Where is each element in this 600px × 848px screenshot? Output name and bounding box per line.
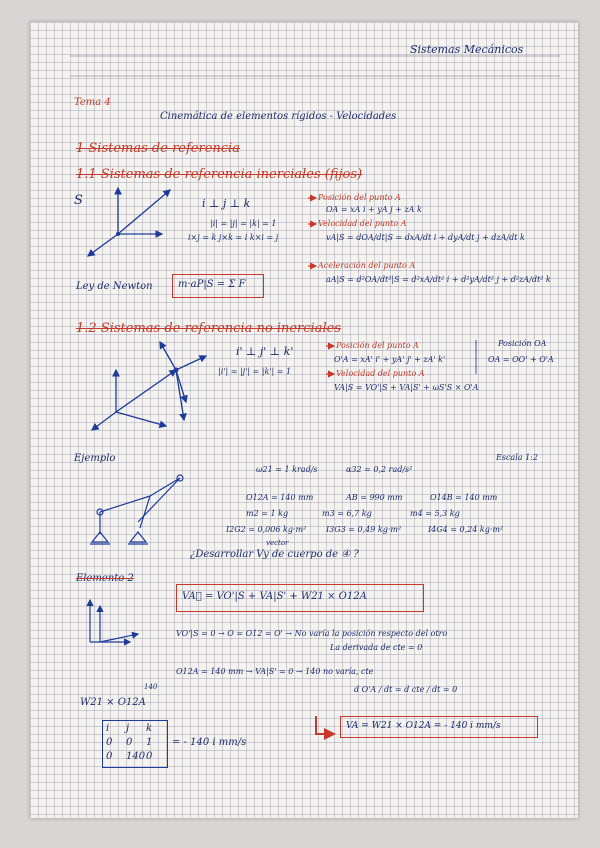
inertial-axes [88,188,170,256]
newton-label: Ley de Newton [76,281,153,292]
cross-note: 140 [144,683,158,691]
resolution-line-2b: d O'A / dt = d cte / dt = 0 [354,685,458,694]
matrix-cell: 1 [146,737,153,748]
cross-label: W21 × O12A [80,697,146,708]
example-m3: m3 = 6,7 kg [322,509,372,518]
question-note: vector [266,539,289,547]
topic-title: Cinemática de elementos rígidos - Velocidades [160,111,397,122]
matrix-cell: i [106,723,110,734]
example-alpha: α32 = 0,2 rad/s² [346,465,413,474]
example-i3: I3G3 = 0,49 kg·m² [326,525,402,534]
example-i4: I4G4 = 0,24 kg·m² [428,525,504,534]
example-ab: AB = 990 mm [346,493,403,502]
position-formula: OA = xA i + yA j + zA k [326,205,422,214]
example-o14b: O14B = 140 mm [430,493,498,502]
orthogonal-relation: i ⊥ j ⊥ k [202,197,251,210]
velocity-formula: vA|S = dOA/dt|S = dxA/dt i + dyA/dt j + dzA/dt k [326,233,525,242]
acceleration-formula: aA|S = d²OA/dt²|S = d²xA/dt² i + d²yA/dt² j + d²zA/dt² k [326,275,551,284]
final-result: VA = W21 × O12A = - 140 i mm/s [346,721,501,731]
example-m4: m4 = 5,3 kg [410,509,460,518]
resolution-line-1b: La derivada de cte = 0 [330,643,423,652]
example-o12a: O12A = 140 mm [246,493,314,502]
velocity-title: Velocidad del punto A [318,219,407,228]
side-position-formula: OA = OO' + O'A [488,355,554,364]
non-inertial-axes [92,342,206,430]
mechanism-drawing [90,475,183,544]
frame-label-s: S [74,193,83,208]
section-1-heading: 1 Sistemas de referencia [76,141,240,156]
determinant-result: = - 140 i mm/s [172,737,247,748]
unit-norms: |i| = |j| = |k| = 1 [210,219,277,228]
page-header: Sistemas Mecánicos [410,43,524,56]
unit-norms-prime: |i'| = |j'| = |k'| = 1 [218,367,292,376]
matrix-cell: 0 [146,751,153,762]
matrix-cell: j [126,723,130,734]
matrix-cell: 140 [126,751,146,762]
matrix-cell: 0 [126,737,133,748]
acceleration-title: Aceleración del punto A [318,261,416,270]
main-formula: VA⃗ = VO'|S + VA|S' + W21 × O12A [182,591,367,602]
resolution-line-2: O12A = 140 mm → VA|S' = 0 → 140 no varía, cte [176,667,374,676]
position-formula-prime: O'A = xA' i' + yA' j' + zA' k' [334,355,446,364]
element-2-axes [90,600,138,642]
example-label: Ejemplo [74,453,116,464]
section-1-1-heading: 1.1 Sistemas de referencia inerciales (fijos) [76,167,363,182]
side-position-title: Posición OA [498,339,547,348]
resolution-line-1: VO'|S = 0 → O = O12 = O' → No varía la posición respecto del otro [176,629,448,638]
notebook-page [30,22,578,818]
position-title-prime: Posición del punto A [336,341,419,350]
newton-formula: m·aP|S = Σ F [178,279,246,290]
example-omega: ω21 = 1 krad/s [256,465,318,474]
example-i2: I2G2 = 0,006 kg·m² [226,525,307,534]
velocity-formula-prime: VA|S = VO'|S + VA|S' + ωS'S × O'A [334,383,479,392]
element-2-label: Elemento 2 [76,573,134,584]
velocity-title-prime: Velocidad del punto A [336,369,425,378]
matrix-cell: 0 [106,751,113,762]
position-title: Posición del punto A [318,193,401,202]
example-m2: m2 = 1 kg [246,509,289,518]
matrix-cell: 0 [106,737,113,748]
example-question: ¿Desarrollar Vy de cuerpo de ④ ? [190,549,359,560]
cross-products: i×j = k j×k = i k×i = j [188,233,279,242]
section-1-2-heading: 1.2 Sistemas de referencia no inerciales [76,321,341,336]
example-scale: Escala 1:2 [496,453,538,462]
diagram-layer [30,22,578,818]
orthogonal-relation-prime: i' ⊥ j' ⊥ k' [236,345,294,358]
matrix-cell: k [146,723,153,734]
topic-label: Tema 4 [74,97,111,108]
